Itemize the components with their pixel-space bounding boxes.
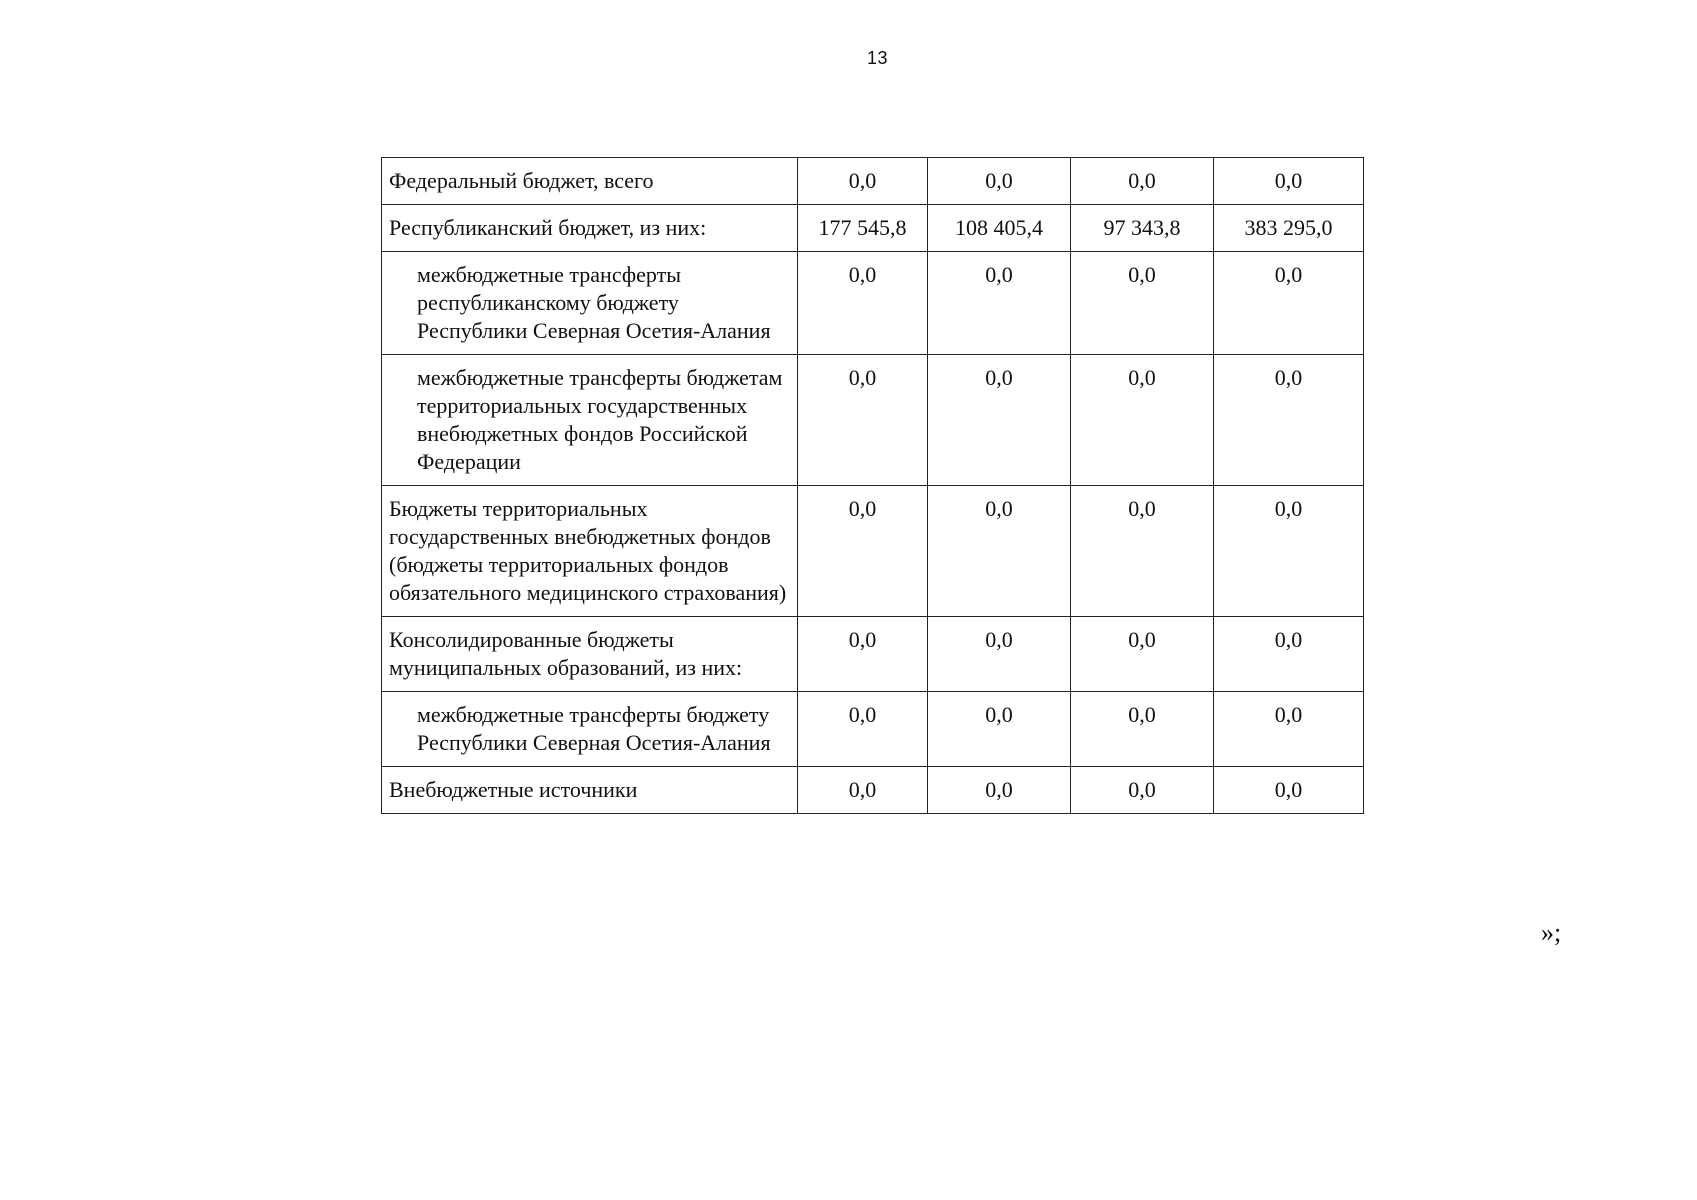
value-cell: 0,0 bbox=[928, 355, 1071, 486]
value-cell: 0,0 bbox=[928, 617, 1071, 692]
table-row-transfers-republican bbox=[382, 252, 1364, 355]
row-label: межбюджетные трансферты бюджетам территориальных государственных внебюджетных фондов Российской Федерации bbox=[382, 355, 798, 486]
table-row-municipal-budgets bbox=[382, 617, 1364, 692]
table-row-transfers-municipal bbox=[382, 692, 1364, 767]
table-row-extrabudgetary bbox=[382, 767, 1364, 814]
value-cell: 0,0 bbox=[1214, 252, 1364, 355]
value-cell: 0,0 bbox=[1214, 355, 1364, 486]
value-cell: 0,0 bbox=[1071, 617, 1214, 692]
page-number: 13 bbox=[866, 48, 889, 68]
row-label: межбюджетные трансферты бюджету Республики Северная Осетия-Алания bbox=[382, 692, 798, 767]
value-cell: 0,0 bbox=[1214, 617, 1364, 692]
table-row-transfers-funds bbox=[382, 355, 1364, 486]
row-label: Внебюджетные источники bbox=[382, 767, 798, 814]
value-cell: 0,0 bbox=[798, 252, 928, 355]
value-cell: 0,0 bbox=[928, 486, 1071, 617]
value-cell: 0,0 bbox=[798, 158, 928, 205]
value-cell: 0,0 bbox=[1071, 692, 1214, 767]
value-cell: 0,0 bbox=[928, 252, 1071, 355]
value-cell: 0,0 bbox=[1214, 486, 1364, 617]
value-cell: 0,0 bbox=[1071, 158, 1214, 205]
table-row-federal-budget bbox=[382, 158, 1364, 205]
row-label: Консолидированные бюджеты муниципальных образований, из них: bbox=[382, 617, 798, 692]
row-label: Федеральный бюджет, всего bbox=[382, 158, 798, 205]
value-cell: 0,0 bbox=[798, 355, 928, 486]
value-cell: 0,0 bbox=[1071, 486, 1214, 617]
value-cell: 0,0 bbox=[798, 486, 928, 617]
value-cell: 0,0 bbox=[928, 767, 1071, 814]
value-cell: 0,0 bbox=[1071, 767, 1214, 814]
value-cell: 0,0 bbox=[1071, 355, 1214, 486]
value-cell: 0,0 bbox=[1214, 767, 1364, 814]
value-cell: 0,0 bbox=[798, 617, 928, 692]
value-cell: 0,0 bbox=[798, 767, 928, 814]
value-cell: 0,0 bbox=[928, 158, 1071, 205]
value-cell: 0,0 bbox=[1214, 692, 1364, 767]
value-cell: 0,0 bbox=[1214, 158, 1364, 205]
value-cell: 97 343,8 bbox=[1071, 205, 1214, 252]
value-cell: 177 545,8 bbox=[798, 205, 928, 252]
budget-table bbox=[381, 157, 1364, 814]
table-row-territorial-funds bbox=[382, 486, 1364, 617]
value-cell: 0,0 bbox=[1071, 252, 1214, 355]
value-cell: 383 295,0 bbox=[1214, 205, 1364, 252]
value-cell: 0,0 bbox=[798, 692, 928, 767]
value-cell: 108 405,4 bbox=[928, 205, 1071, 252]
table-row-republican-budget bbox=[382, 205, 1364, 252]
row-label: Республиканский бюджет, из них: bbox=[382, 205, 798, 252]
row-label: Бюджеты территориальных государственных внебюджетных фондов (бюджеты территориальных фондов обязательного медицинского страхования) bbox=[382, 486, 798, 617]
value-cell: 0,0 bbox=[928, 692, 1071, 767]
closing-quote-mark: »; bbox=[1541, 918, 1562, 947]
row-label: межбюджетные трансферты республиканскому бюджету Республики Северная Осетия-Алания bbox=[382, 252, 798, 355]
